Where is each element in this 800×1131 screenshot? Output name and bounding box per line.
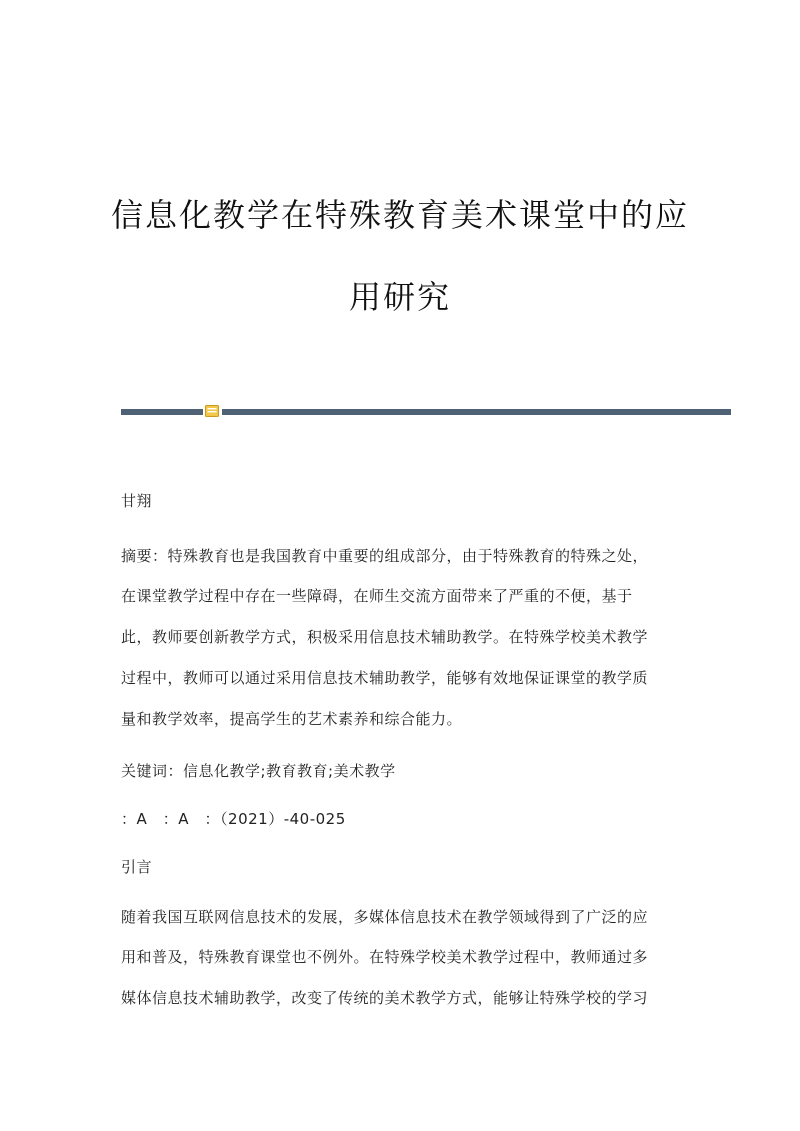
intro-line: 媒体信息技术辅助教学，改变了传统的美术教学方式，能够让特殊学校的学习 (121, 989, 649, 1007)
intro-line: 用和普及，特殊教育课堂也不例外。在特殊学校美术教学过程中，教师通过多 (121, 948, 649, 966)
abstract-line: 摘要：特殊教育也是我国教育中重要的组成部分，由于特殊教育的特殊之处， (121, 547, 649, 565)
abstract-line: 此，教师要创新教学方式，积极采用信息技术辅助教学。在特殊学校美术教学 (121, 628, 649, 646)
author-name: 甘翔 (121, 492, 153, 510)
page-title-line-1: 信息化教学在特殊教育美术课堂中的应 (110, 196, 689, 234)
abstract-line: 量和教学效率，提高学生的艺术素养和综合能力。 (121, 710, 463, 728)
title-divider-right (222, 409, 731, 415)
title-divider-left (121, 409, 203, 415)
document-icon (205, 405, 219, 417)
intro-line: 随着我国互联网信息技术的发展，多媒体信息技术在教学领域得到了广泛的应 (121, 908, 649, 926)
classification-codes: ：A ：A ：（2021）-40-025 (121, 810, 346, 828)
abstract-line: 过程中，教师可以通过采用信息技术辅助教学，能够有效地保证课堂的教学质 (121, 669, 649, 687)
intro-heading: 引言 (121, 858, 153, 876)
abstract-line: 在课堂教学过程中存在一些障碍，在师生交流方面带来了严重的不便，基于 (121, 587, 633, 605)
page-title-line-2: 用研究 (348, 278, 451, 316)
keywords: 关键词：信息化教学;教育教育;美术教学 (121, 762, 396, 780)
